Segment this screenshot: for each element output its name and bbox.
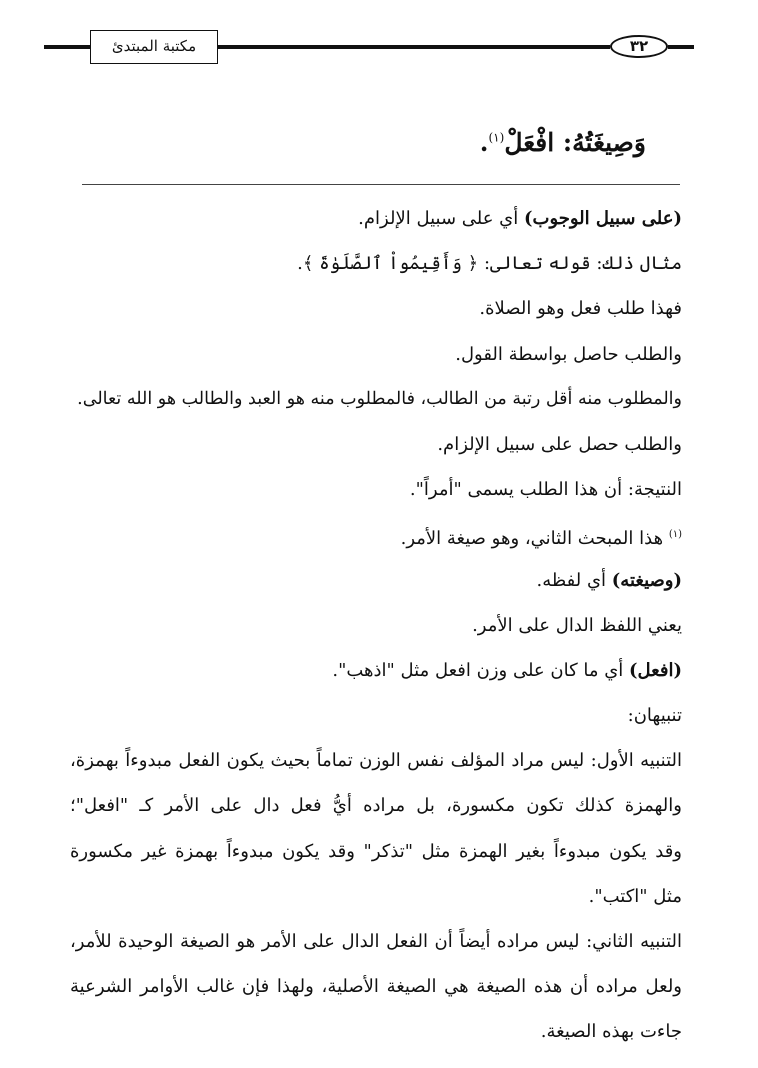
matn-text: وَصِيغَتُهُ: افْعَلْ	[504, 128, 646, 157]
line-11-bold: (افعل)	[629, 659, 682, 681]
footnote-separator	[82, 184, 680, 185]
line-11-text: أي ما كان على وزن افعل مثل "اذهب".	[332, 659, 630, 681]
book-title: مكتبة المبتدئ	[111, 37, 197, 55]
line-11	[70, 648, 682, 693]
page-number: ٣٢	[629, 37, 649, 55]
matn-end: .	[479, 128, 489, 157]
book-title-box	[90, 30, 218, 64]
matn-footnote-ref: (١)	[488, 130, 505, 145]
line-8	[70, 512, 682, 557]
line-3: فهذا طلب فعل وهو الصلاة.	[479, 298, 682, 320]
line-5: والمطلوب منه أقل رتبة من الطالب، فالمطلوب منه هو العبد والطالب هو الله تعالى.	[77, 388, 682, 409]
line-16: مثل "اكتب".	[588, 885, 682, 907]
line-9-text: أي لفظه.	[536, 569, 612, 591]
line-15: وقد يكون مبدوءاً بغير الهمزة مثل "تذكر" وقد يكون مبدوءاً بهمزة غير مكسورة	[70, 840, 682, 862]
header-rule-right	[668, 45, 694, 49]
line-7: النتيجة: أن هذا الطلب يسمى "أمراً".	[409, 479, 682, 501]
line-9-bold: (وصيغته)	[611, 569, 682, 591]
line-8-footnote-ref: (١)	[668, 529, 682, 541]
line-1-text: أي على سبيل الإلزام.	[358, 208, 524, 229]
line-17: التنبيه الثاني: ليس مراده أيضاً أن الفعل الدال على الأمر هو الصيغة الوحيدة للأمر،	[70, 931, 682, 952]
line-1-bold: (على سبيل الوجوب)	[523, 208, 682, 229]
commentary-body	[70, 196, 682, 1055]
matn-quote	[480, 128, 646, 157]
line-4: والطلب حاصل بواسطة القول.	[455, 343, 682, 365]
line-2: مثال ذلك: قوله تعالى: ﴿ وَأَقِيمُواْ ٱلصَّلَوٰةَ ﴾.	[297, 253, 682, 275]
header-rule-middle	[218, 45, 610, 49]
line-1	[70, 196, 682, 241]
line-9	[70, 558, 682, 603]
line-8-text: هذا المبحث الثاني، وهو صيغة الأمر.	[400, 528, 669, 550]
line-19: جاءت بهذه الصيغة.	[540, 1021, 682, 1043]
line-14: والهمزة كذلك تكون مكسورة، بل مراده أيُّ فعل دال على الأمر كـ "افعل"؛	[70, 795, 682, 817]
line-12: تنبيهان:	[627, 705, 682, 727]
page-number-oval	[610, 35, 668, 58]
line-10: يعني اللفظ الدال على الأمر.	[472, 614, 682, 636]
line-13: التنبيه الأول: ليس مراد المؤلف نفس الوزن تماماً بحيث يكون الفعل مبدوءاً بهمزة،	[70, 750, 682, 772]
line-18: ولعل مراده أن هذه الصيغة هي الصيغة الأصلية، ولهذا فإن غالب الأوامر الشرعية	[70, 976, 682, 998]
line-6: والطلب حصل على سبيل الإلزام.	[437, 433, 682, 455]
header-rule-left	[44, 45, 90, 49]
